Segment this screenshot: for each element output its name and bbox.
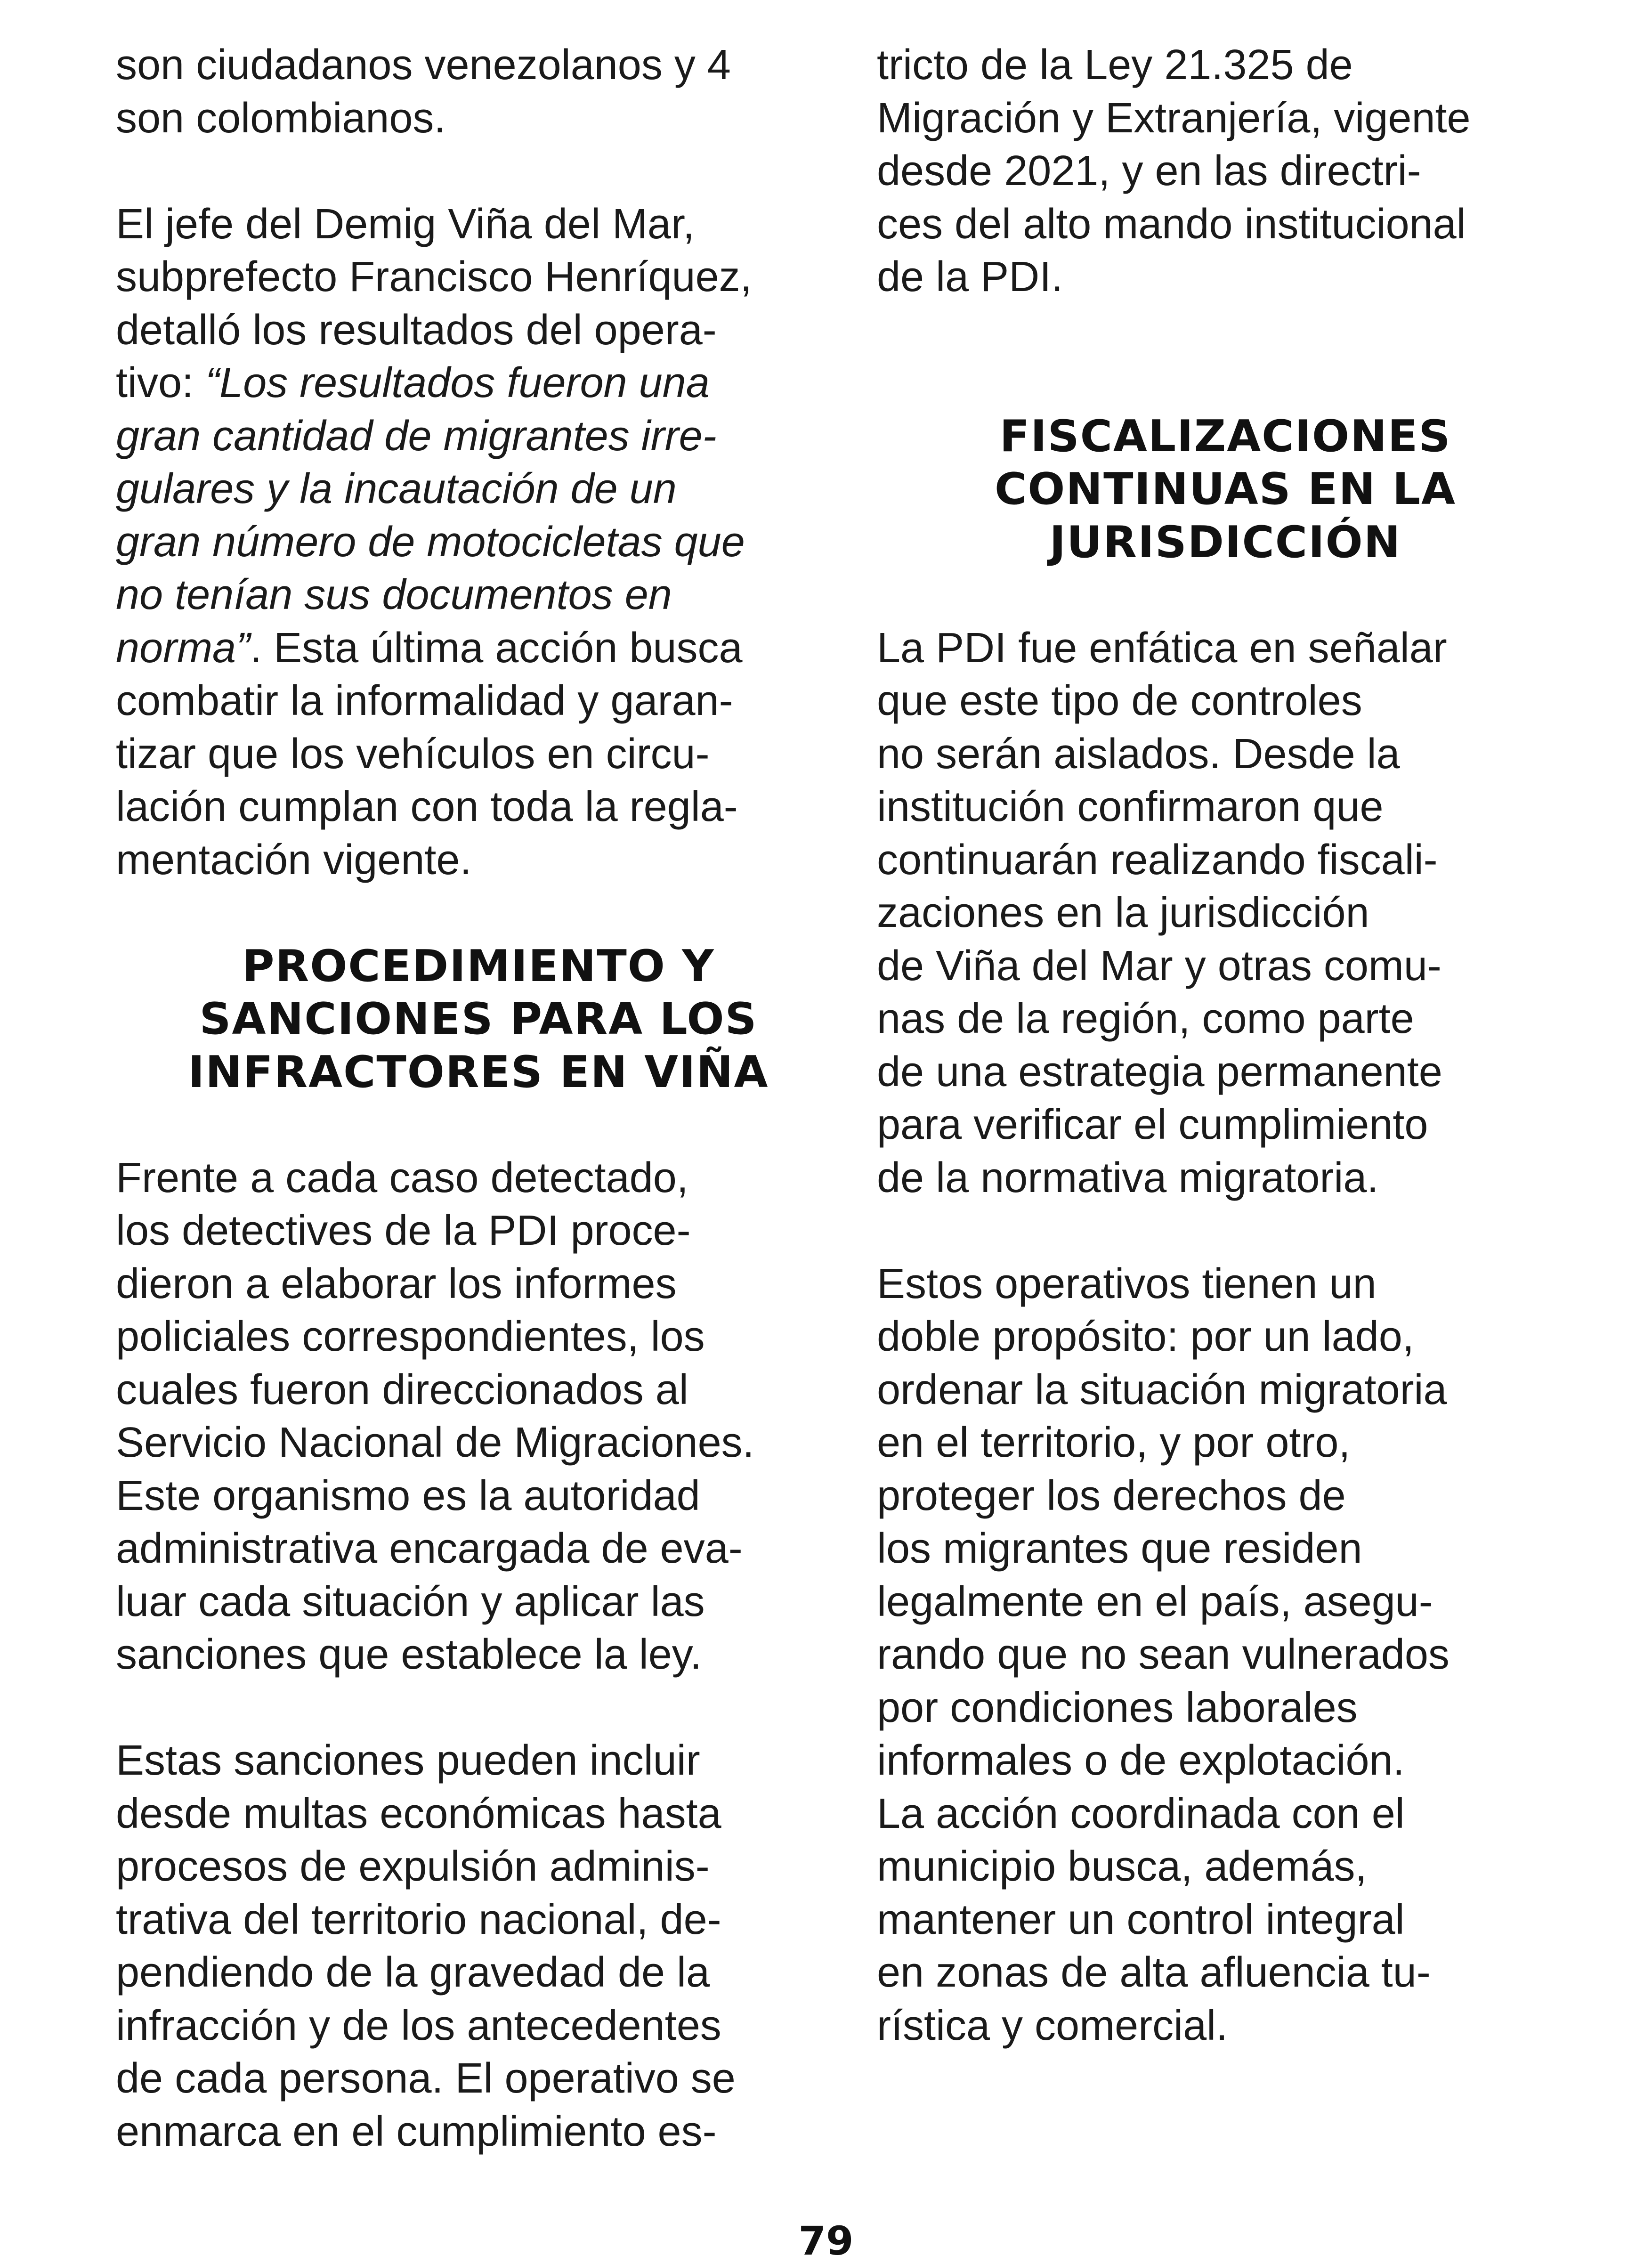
text-line: pendiendo de la gravedad de la [116, 1949, 710, 1996]
text-line: combatir la informalidad y garan- [116, 677, 733, 724]
quote-line: no tenían sus documentos en [116, 571, 672, 618]
sanctions-paragraph [116, 1734, 841, 2158]
heading-line: CONTINUAS EN LA [995, 463, 1456, 514]
text-line: infracción y de los antecedentes [116, 2002, 721, 2049]
text-line: procesos de expulsión adminis- [116, 1843, 710, 1890]
text-line: rando que no sean vulnerados [877, 1631, 1450, 1678]
text-run: . Esta última acción busca [250, 624, 743, 672]
text-line: Este organismo es la autoridad [116, 1472, 700, 1519]
text-line: doble propósito: por un lado, [877, 1313, 1414, 1360]
text-line: luar cada situación y aplicar las [116, 1578, 705, 1625]
controls-paragraph [877, 622, 1574, 1205]
text-line: policiales correspondientes, los [116, 1313, 705, 1360]
heading-line: PROCEDIMIENTO Y [242, 940, 715, 991]
procedure-paragraph [116, 1152, 841, 1681]
law-paragraph [877, 39, 1574, 304]
section-heading-procedimiento [116, 940, 841, 1099]
text-line: de la normativa migratoria. [877, 1154, 1379, 1201]
text-line: desde multas económicas hasta [116, 1790, 721, 1837]
heading-line: FISCALIZACIONES [999, 410, 1451, 462]
quote-text: norma” [116, 624, 251, 672]
text-line: de la PDI. [877, 253, 1063, 300]
text-line: administrativa encargada de eva- [116, 1525, 743, 1572]
text-line: que este tipo de controles [877, 677, 1362, 724]
purpose-paragraph [877, 1258, 1574, 2053]
heading-line: SANCIONES PARA LOS [199, 993, 758, 1044]
quote-text: “Los resultados fueron una [205, 359, 710, 406]
heading-line: INFRACTORES EN VIÑA [188, 1046, 769, 1097]
text-line: mentación vigente. [116, 836, 472, 884]
text-line: no serán aislados. Desde la [877, 730, 1400, 778]
text-line: lación cumplan con toda la regla- [116, 783, 738, 830]
text-line: ces del alto mando institucional [877, 200, 1466, 248]
text-line: zaciones en la jurisdicción [877, 889, 1369, 936]
text-line: mantener un control integral [877, 1896, 1405, 1943]
text-line: los migrantes que residen [877, 1525, 1362, 1572]
text-line: El jefe del Demig Viña del Mar, [116, 200, 695, 248]
left-column [116, 39, 841, 2158]
quote-line: gulares y la incautación de un [116, 465, 677, 512]
text-line: tricto de la Ley 21.325 de [877, 41, 1353, 89]
text-line [116, 622, 841, 675]
text-line: de Viña del Mar y otras comu- [877, 942, 1441, 990]
text-line: Servicio Nacional de Migraciones. [116, 1419, 754, 1466]
text-line: rística y comercial. [877, 2002, 1228, 2049]
text-line: Migración y Extranjería, vigente [877, 94, 1471, 142]
quote-paragraph [116, 198, 841, 887]
text-line: ordenar la situación migratoria [877, 1366, 1447, 1413]
text-line: desde 2021, y en las directri- [877, 147, 1421, 195]
text-line: para verificar el cumplimiento [877, 1101, 1428, 1148]
text-line: enmarca en el cumplimiento es- [116, 2108, 717, 2155]
text-line: son colombianos. [116, 94, 446, 142]
text-line: subprefecto Francisco Henríquez, [116, 253, 752, 300]
right-column [877, 39, 1574, 2052]
text-line: nas de la región, como parte [877, 995, 1414, 1042]
text-line [116, 357, 841, 410]
text-line: trativa del territorio nacional, de- [116, 1896, 721, 1943]
text-line: informales o de explotación. [877, 1737, 1405, 1784]
text-line: dieron a elaborar los informes [116, 1260, 677, 1307]
intro-paragraph [116, 39, 841, 145]
text-line: en el territorio, y por otro, [877, 1419, 1351, 1466]
text-line: son ciudadanos venezolanos y 4 [116, 41, 731, 89]
text-line: municipio busca, además, [877, 1843, 1367, 1890]
text-line: los detectives de la PDI proce- [116, 1207, 691, 1254]
text-line: Estos operativos tienen un [877, 1260, 1377, 1307]
text-line: Frente a cada caso detectado, [116, 1154, 688, 1201]
text-run: tivo: [116, 359, 206, 406]
text-line: en zonas de alta afluencia tu- [877, 1949, 1431, 1996]
text-line: de cada persona. El operativo se [116, 2055, 736, 2102]
text-line: La acción coordinada con el [877, 1790, 1405, 1837]
text-line: tizar que los vehículos en circu- [116, 730, 710, 778]
text-line: institución confirmaron que [877, 783, 1384, 830]
text-line: proteger los derechos de [877, 1472, 1346, 1519]
text-line: sanciones que establece la ley. [116, 1631, 702, 1678]
text-line: legalmente en el país, asegu- [877, 1578, 1433, 1625]
quote-line: gran cantidad de migrantes irre- [116, 412, 717, 460]
text-line: de una estrategia permanente [877, 1048, 1442, 1095]
text-line: por condiciones laborales [877, 1684, 1358, 1731]
quote-line: gran número de motocicletas que [116, 518, 745, 566]
text-line: detalló los resultados del opera- [116, 306, 717, 354]
text-line: Estas sanciones pueden incluir [116, 1737, 700, 1784]
heading-line: JURISDICCIÓN [1049, 516, 1401, 568]
section-heading-fiscalizaciones [877, 410, 1574, 569]
text-line: La PDI fue enfática en señalar [877, 624, 1447, 672]
text-line: cuales fueron direccionados al [116, 1366, 688, 1413]
text-line: continuarán realizando fiscali- [877, 836, 1438, 884]
page-number: 79 [798, 2218, 854, 2264]
